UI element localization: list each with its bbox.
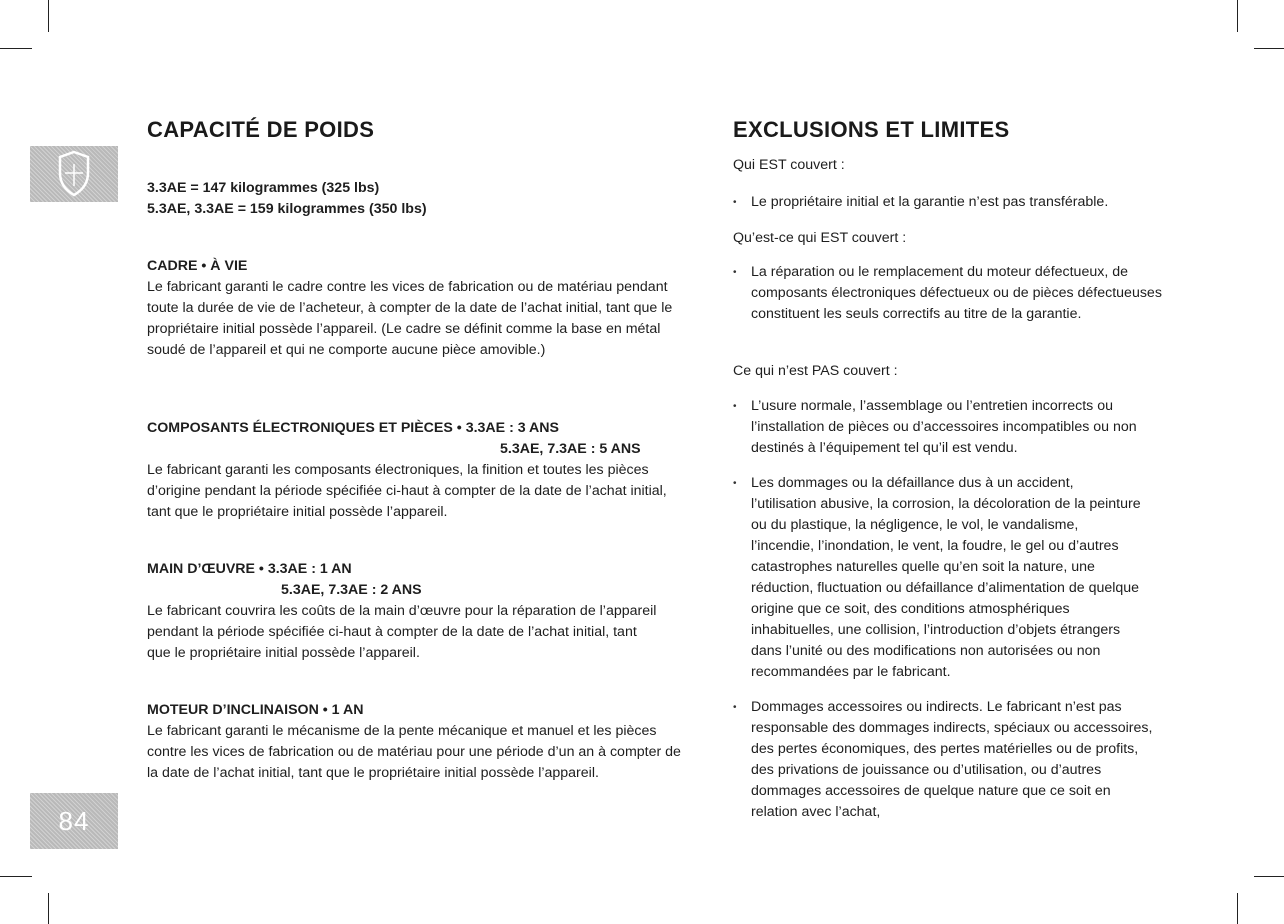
crop-mark	[48, 0, 49, 32]
exclusions-title: EXCLUSIONS ET LIMITES	[733, 117, 1010, 142]
section-body: Le fabricant garanti les composants électroniques, la finition et toutes les pièces d’origine pendant la période spécifiée ci-haut à compter de la date de l’achat initial, tant que le propriétaire initial possède l’appareil.	[147, 462, 667, 520]
who-covered-label: Qui EST couvert :	[733, 157, 845, 173]
crop-mark	[1237, 893, 1238, 924]
what-covered-list	[733, 262, 1173, 325]
list-item: • Le propriétaire initial et la garantie n’est pas transférable.	[733, 192, 1173, 213]
list-item: • L’usure normale, l’assemblage ou l’entretien incorrects ou l’installation de pièces ou d’accessoires incompatibles ou non destinés à l’équipement tel qu’il est vendu.	[733, 396, 1173, 459]
list-item: • Dommages accessoires ou indirects. Le fabricant n’est pas responsable des dommages indirects, spéciaux ou accessoires, des pertes économiques, des pertes matérielles ou de profits, des privations de jouissance ou d’utilisation, ou d’autres dommages accessoires de quelque nature que ce soit en relation avec l’achat,	[733, 697, 1161, 823]
not-covered-label: Ce qui n’est PAS couvert :	[733, 363, 898, 379]
page-number: 84	[58, 805, 90, 836]
section-body: Le fabricant garanti le mécanisme de la pente mécanique et manuel et les pièces contre les vices de fabrication ou de matériau pour une période d’un an à compter de la date de l’achat initial, tant que le propriétaire initial possède l’appareil.	[147, 723, 681, 781]
crop-mark	[0, 48, 32, 49]
section-body: Le fabricant garanti le cadre contre les vices de fabrication ou de matériau pendant toute la durée de vie de l’acheteur, à compter de la date de l’achat initial, tant que le propriétaire initial possède l’appareil. (Le cadre se définit comme la base en métal soudé de l’appareil et qui ne comporte aucune pièce amovible.)	[147, 279, 673, 358]
section-heading-continued: 5.3AE, 7.3AE : 2 ANS	[281, 582, 422, 598]
what-covered-label: Qu’est-ce qui EST couvert :	[733, 230, 907, 246]
crop-mark	[1254, 48, 1284, 49]
crop-mark	[48, 893, 49, 924]
crop-mark	[1237, 0, 1238, 32]
crop-mark	[0, 876, 32, 877]
section-body: Le fabricant couvrira les coûts de la main d’œuvre pour la réparation de l’appareil pendant la période spécifiée ci-haut à compter de la date de l’achat initial, tant que le propriétaire initial possède l’appareil.	[147, 603, 657, 661]
not-covered-list	[733, 396, 1173, 823]
shield-tile	[30, 146, 118, 202]
section-heading: MOTEUR D’INCLINAISON • 1 AN	[147, 702, 364, 718]
frame-section	[147, 256, 692, 361]
crop-mark	[1254, 876, 1284, 877]
capacity-line: 5.3AE, 3.3AE = 159 kilogrammes (350 lbs)	[147, 201, 427, 217]
shield-icon	[30, 146, 118, 202]
section-heading: CADRE • À VIE	[147, 258, 248, 274]
electronics-section	[147, 418, 692, 523]
list-item: • La réparation ou le remplacement du moteur défectueux, de composants électroniques défectueux ou de pièces défectueuses constituent les seuls correctifs au titre de la garantie.	[733, 262, 1173, 325]
section-heading: MAIN D’ŒUVRE • 3.3AE : 1 AN	[147, 561, 352, 577]
section-heading: COMPOSANTS ÉLECTRONIQUES ET PIÈCES • 3.3AE : 3 ANS	[147, 420, 560, 436]
section-heading-continued: 5.3AE, 7.3AE : 5 ANS	[500, 441, 641, 457]
labor-section	[147, 559, 657, 664]
list-item: • Les dommages ou la défaillance dus à un accident, l’utilisation abusive, la corrosion, la décoloration de la peinture ou du plastique, la négligence, le vol, le vandalisme, l’incendie, l’inondation, le vent, la foudre, le gel ou d’autres catastrophes naturelles quelle qu’en soit la nature, une réduction, fluctuation ou défaillance d’alimentation de quelque origine que ce soit, des conditions atmosphériques inhabituelles, une collision, l’introduction d’objets étrangers dans l’unité ou des modifications non autorisées ou non recommandées par le fabricant.	[733, 473, 1141, 683]
weight-capacity-title: CAPACITÉ DE POIDS	[147, 117, 375, 142]
capacity-lines	[147, 178, 427, 220]
who-covered-list	[733, 192, 1173, 213]
capacity-line: 3.3AE = 147 kilogrammes (325 lbs)	[147, 180, 380, 196]
incline-motor-section	[147, 700, 682, 784]
